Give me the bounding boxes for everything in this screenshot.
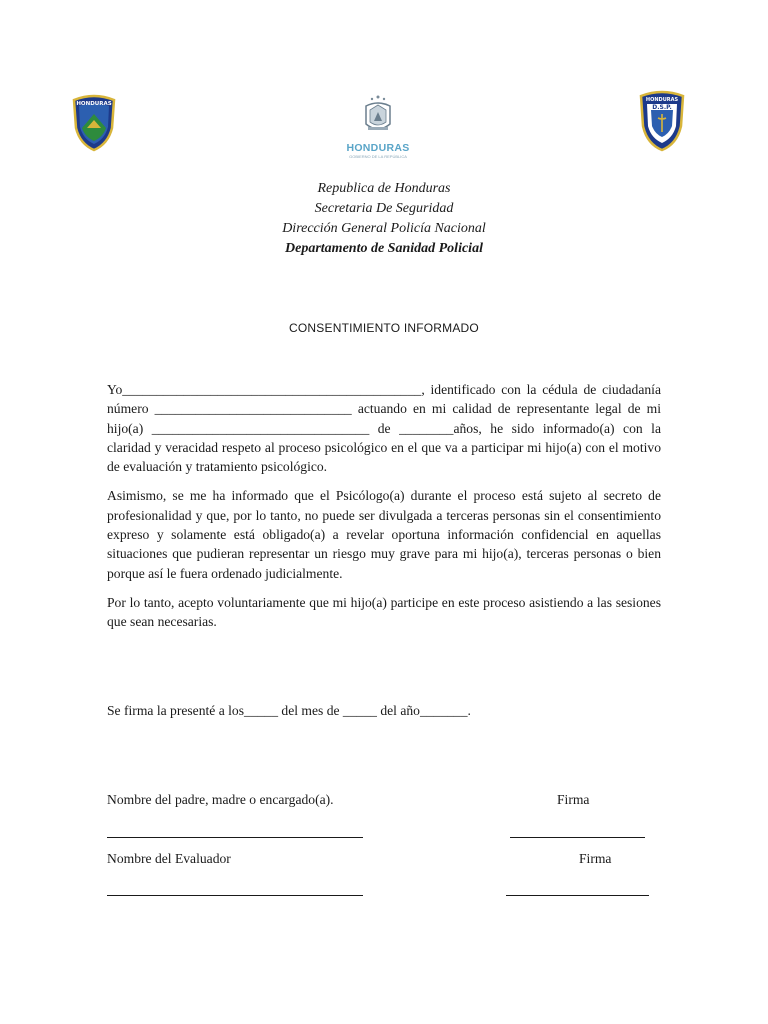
parent-signature-line [510,837,645,838]
document-body [107,380,661,642]
paragraph-consent-identity: Yo____________________________________________, identificado con la cédula de ciudadanía número _____________________________ actuando en mi calidad de representante legal de mi hijo(a) ________________________________ de ________años, he sido informado(a) con la claridad y veracidad respeto al proceso psicológico en el que va a participar mi hijo(a) con el motivo de evaluación y tratamiento psicológico. [107,382,661,475]
right-badge-dsp-text: D.S.P. [652,104,672,111]
government-subtitle: GOBIERNO DE LA REPÚBLICA [349,154,407,159]
dsp-badge-right-logo [637,90,687,152]
header-secretariat: Secretaria De Seguridad [314,201,454,216]
right-badge-top-text: HONDURAS [645,97,679,103]
evaluator-name-line [107,895,363,896]
signing-date-line: Se firma la presenté a los_____ del mes de _____ del año_______. [107,703,471,718]
parent-firma-label: Firma [557,792,590,807]
header-republic: Republica de Honduras [317,181,451,196]
evaluator-name-label: Nombre del Evaluador [107,851,231,866]
evaluator-signature-line [506,895,649,896]
parent-name-line [107,837,363,838]
header-department: Departamento de Sanidad Policial [285,241,483,256]
paragraph-acceptance: Por lo tanto, acepto voluntariamente que mi hijo(a) participe en este proceso asistiendo a las sesiones que sean necesarias. [107,594,661,630]
police-badge-left-logo [70,94,118,152]
header-direction: Dirección General Policía Nacional [282,221,486,236]
document-title: CONSENTIMIENTO INFORMADO [289,321,479,335]
parent-name-label: Nombre del padre, madre o encargado(a). [107,792,334,807]
honduras-wordmark: HONDURAS [346,142,410,154]
left-badge-text: HONDURAS [76,101,112,107]
paragraph-confidentiality: Asimismo, se me ha informado que el Psicólogo(a) durante el proceso está sujeto al secreto de profesionalidad y que, por lo tanto, no puede ser divulgada a terceras personas sin el consentimiento expreso y solamente está obligado(a) a revelar oportuna información confidencial en aquellas situaciones que pudieran representar un riesgo muy grave para mi hijo(a), terceras personas o bien porque así le fuera ordenado judicialmente. [107,488,661,581]
document-header [0,179,768,259]
evaluator-firma-label: Firma [579,851,612,866]
honduras-government-logo [342,94,414,160]
